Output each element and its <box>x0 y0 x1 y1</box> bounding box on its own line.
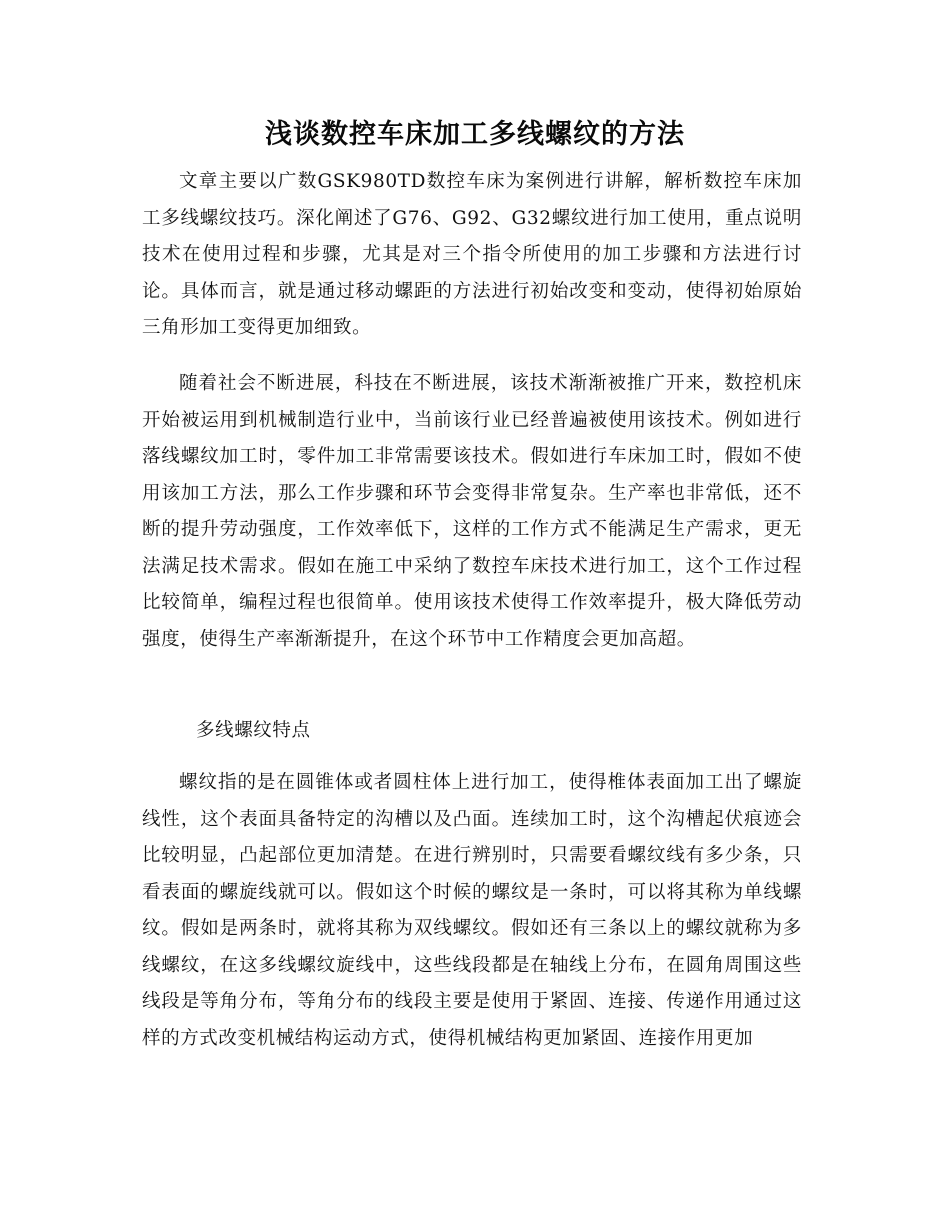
document-title: 浅谈数控车床加工多线螺纹的方法 <box>265 119 685 150</box>
abstract-text: 文章主要以广数GSK980TD数控车床为案例进行讲解，解析数控车床加工多线螺纹技巧。深化阐述了G76、G92、G32螺纹进行加工使用，重点说明技术在使用过程和步骤，尤其是对三个指令所使用的加工步骤和方法进行讨论。具体而言，就是通过移动螺距的方法进行初始改变和变动，使得初始原始三角形加工变得更加细致。 <box>142 171 802 338</box>
section-body-text: 螺纹指的是在圆锥体或者圆柱体上进行加工，使得椎体表面加工出了螺旋线性，这个表面具备特定的沟槽以及凸面。连续加工时，这个沟槽起伏痕迹会比较明显，凸起部位更加清楚。在进行辨别时，只需要看螺纹线有多少条，只看表面的螺旋线就可以。假如这个时候的螺纹是一条时，可以将其称为单线螺纹。假如是两条时，就将其称为双线螺纹。假如还有三条以上的螺纹就称为多线螺纹，在这多线螺纹旋线中，这些线段都是在轴线上分布，在圆角周围这些线段是等角分布，等角分布的线段主要是使用于紧固、连接、传递作用通过这样的方式改变机械结构运动方式，使得机械结构更加紧固、连接作用更加 <box>142 772 802 1049</box>
section-body-paragraph <box>142 765 802 1057</box>
intro-paragraph <box>142 366 802 658</box>
section-heading: 多线螺纹特点 <box>196 720 311 741</box>
intro-text: 随着社会不断进展，科技在不断进展，该技术渐渐被推广开来，数控机床开始被运用到机械制造行业中，当前该行业已经普遍被使用该技术。例如进行落线螺纹加工时，零件加工非常需要该技术。假如进行车床加工时，假如不使用该加工方法，那么工作步骤和环节会变得非常复杂。生产率也非常低，还不断的提升劳动强度，工作效率低下，这样的工作方式不能满足生产需求，更无法满足技术需求。假如在施工中采纳了数控车床技术进行加工，这个工作过程比较简单，编程过程也很简单。使用该技术使得工作效率提升，极大降低劳动强度，使得生产率渐渐提升，在这个环节中工作精度会更加高超。 <box>142 373 802 650</box>
abstract-paragraph <box>142 164 802 347</box>
section-heading-block <box>142 713 802 750</box>
